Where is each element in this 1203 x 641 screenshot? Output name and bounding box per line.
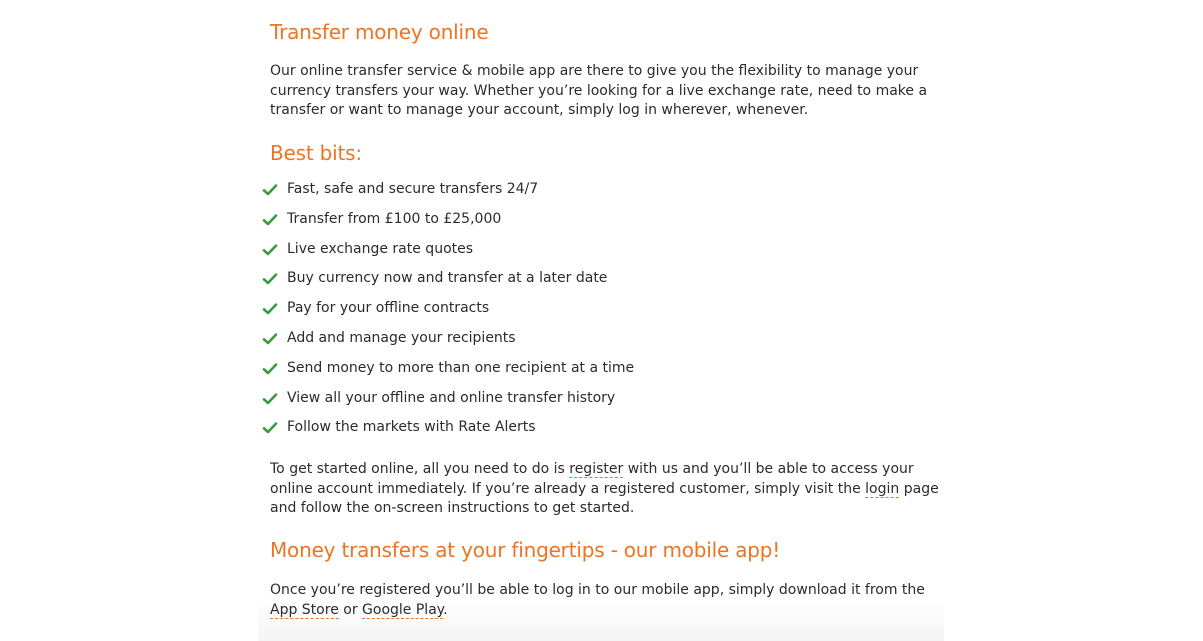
feature-text: Buy currency now and transfer at a later date — [287, 270, 608, 287]
check-icon — [262, 301, 278, 317]
feature-text: View all your offline and online transfer history — [287, 389, 616, 406]
transfer-heading: Transfer money online — [270, 20, 489, 44]
feature-item — [262, 269, 634, 299]
feature-item — [262, 210, 634, 240]
getting-started-text-3: page and follow the on-screen instructions to get started. — [270, 480, 939, 516]
check-icon — [262, 271, 278, 287]
feature-text: Follow the markets with Rate Alerts — [287, 419, 536, 436]
feature-text: Add and manage your recipients — [287, 329, 516, 346]
feature-text: Transfer from £100 to £25,000 — [287, 210, 502, 227]
google-play-link[interactable]: Google Play — [362, 601, 444, 618]
feature-text: Live exchange rate quotes — [287, 240, 474, 257]
feature-item — [262, 418, 634, 448]
feature-item — [262, 329, 634, 359]
intro-paragraph: Our online transfer service & mobile app are there to give you the flexibility to manage your currency transfers your way. Whether you’re looking for a live exchange rate, need to make a transfer or want to manage your account, simply log in wherever, whenever. — [270, 63, 928, 118]
feature-text: Fast, safe and secure transfers 24/7 — [287, 181, 539, 197]
getting-started-paragraph — [270, 460, 950, 519]
feature-item — [262, 240, 634, 270]
feature-item — [262, 389, 634, 419]
app-text-1: Once you’re registered you’ll be able to log in to our mobile app, simply download it from the — [270, 582, 925, 598]
check-icon — [262, 212, 278, 228]
check-icon — [262, 242, 278, 258]
feature-item — [262, 359, 634, 389]
app-text-2: or — [338, 601, 363, 618]
feature-text: Pay for your offline contracts — [287, 300, 490, 317]
feature-list — [262, 180, 634, 448]
register-link[interactable]: register — [569, 461, 624, 477]
check-icon — [262, 391, 278, 407]
feature-text: Send money to more than one recipient at a time — [287, 359, 635, 376]
getting-started-text-2: with us and you’ll be able to access your online account immediately. If you’re already a registered customer, simply visit the — [270, 461, 914, 497]
mobile-app-heading: Money transfers at your fingertips - our mobile app! — [270, 538, 781, 562]
getting-started-text-1: To get started online, all you need to do is — [270, 461, 570, 477]
check-icon — [262, 420, 278, 436]
check-icon — [262, 331, 278, 347]
best-bits-heading: Best bits: — [270, 141, 362, 165]
check-icon — [262, 182, 278, 198]
app-text-3: . — [443, 601, 448, 618]
feature-item — [262, 180, 634, 210]
mobile-app-paragraph — [270, 581, 942, 620]
check-icon — [262, 361, 278, 377]
feature-item — [262, 299, 634, 329]
app-store-link[interactable]: App Store — [270, 601, 339, 618]
login-link[interactable]: login — [865, 480, 900, 497]
